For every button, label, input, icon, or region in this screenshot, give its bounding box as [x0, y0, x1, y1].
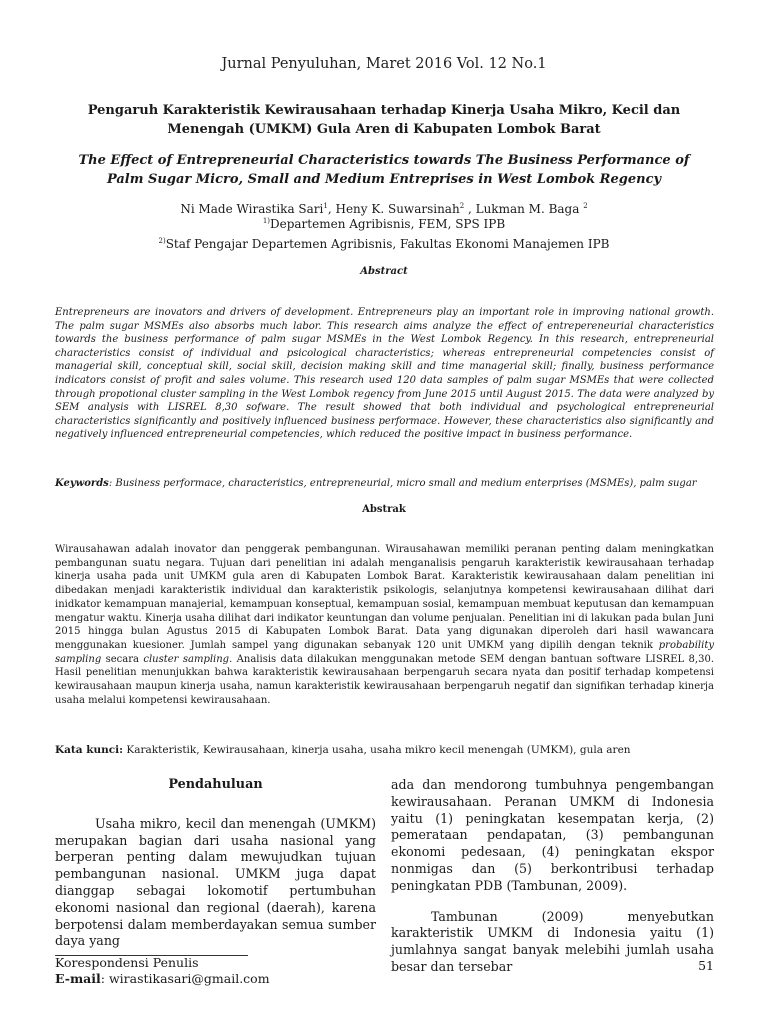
- journal-header: Jurnal Penyuluhan, Maret 2016 Vol. 12 No.1: [221, 56, 547, 72]
- author-superscript: 2: [459, 202, 465, 210]
- kata-kunci-label: Kata kunci:: [55, 744, 124, 756]
- correspondence-label: Korespondensi Penulis: [55, 955, 199, 970]
- author-superscript: 1: [323, 202, 328, 210]
- affiliation-marker: 2): [158, 237, 166, 245]
- abstrak-heading: Abstrak: [362, 504, 406, 515]
- kata-kunci-text: Karakteristik, Kewirausahaan, kinerja usaha, usaha mikro kecil menengah (UMKM), gula aren: [123, 744, 631, 756]
- body-paragraph: Usaha mikro, kecil dan menengah (UMKM) merupakan bagian dari usaha nasional yang berperan penting dalam mewujudkan tujuan pembangunan nasional. UMKM juga dapat dianggap sebagai lokomotif pertumbuhan ekonomi nasional dan regional (daerah), karena berpotensi dalam memberdayakan semua sumber daya yang: [55, 815, 376, 949]
- abstrak-italic: cluster sampling: [143, 653, 230, 665]
- keywords-indonesian: [55, 743, 714, 757]
- abstract-english: Entrepreneurs are inovators and drivers of development. Entrepreneurs play an important role in improving national growth. The palm sugar MSMEs also absorbs much labor. This research aims analyze the effect of entrepereneurial characteristics towards the business performance of palm sugar MSMEs in the West Lombok Regency. In this research, entrepreneurial characteristics consist of individual and psicological characteristics; whereas entrepreneurial competencies consist of managerial skill, conceptual skill, social skill, decision making skill and time managerial skill; finally, business performance indicators consist of profit and sales volume. This research used 120 data samples of palm sugar MSMEs that were collected through propotional cluster sampling in the West Lombok regency from June 2015 until August 2015. The data were analyzed by SEM analysis with LISREL 8,30 sofware. The result showed that both individual and psychological entrepreneurial characteristics significantly and positively influenced business performace. However, these characteristics also significantly and negatively influenced entrepreneurial competencies, which reduced the positive impact in business performance.: [55, 307, 714, 441]
- author-name: Lukman M. Baga: [475, 202, 580, 216]
- body-paragraph: ada dan mendorong tumbuhnya pengembangan kewirausahaan. Peranan UMKM di Indonesia yaitu (1) peningkatan kesempatan kerja, (2) pemerataan pendapatan, (3) pembangunan ekonomi pedesaan, (4) peningkatan ekspor nonmigas dan (5) berkontribusi terhadap peningkatan PDB (Tambunan, 2009).: [391, 777, 714, 893]
- body-paragraph: Tambunan (2009) menyebutkan karakteristik UMKM di Indonesia yaitu (1) jumlahnya sangat banyak melebihi jumlah usaha besar dan tersebar: [391, 908, 714, 974]
- author-superscript: 2: [583, 202, 588, 210]
- author-list: Ni Made Wirastika Sari$^1$, Heny K. Suwarsinah$^2$ , Lukman M. Baga $^2$: [180, 202, 588, 216]
- abstrak-text: . Analisis data dilakukan menggunakan metode SEM dengan bantuan software LISREL 8,30. Hasil penelitian menunjukkan bahwa karakteristik kewirausahaan berpengaruh secara nyata dan positif terhadap kompetensi kewirausahaan maupun kinerja usaha, namun karakteristik kewirausahaan berpengaruh negatif dan signifikan terhadap kinerja usaha melalui kompetensi kewirausahaan.: [55, 653, 715, 706]
- abstract-heading: Abstract: [360, 266, 408, 277]
- body-column-left: [55, 773, 376, 950]
- email-address: : wirastikasari@gmail.com: [100, 971, 270, 986]
- keywords-text: : Business performace, characteristics, entrepreneurial, micro small and medium enterprises (MSMEs), palm sugar: [108, 478, 697, 489]
- affiliation-text: Staf Pengajar Departemen Agribisnis, Fakultas Ekonomi Manajemen IPB: [165, 237, 610, 251]
- body-column-right: [391, 777, 714, 976]
- title-indonesian: Pengaruh Karakteristik Kewirausahaan terhadap Kinerja Usaha Mikro, Kecil dan Menengah (UMKM) Gula Aren di Kabupaten Lombok Barat: [87, 103, 681, 137]
- author-name: Heny K. Suwarsinah: [335, 202, 460, 216]
- correspondence-footnote: [55, 955, 270, 987]
- author-name: Ni Made Wirastika Sari: [180, 202, 324, 216]
- section-heading: Pendahuluan: [168, 777, 263, 792]
- affiliation-text: Departemen Agribisnis, FEM, SPS IPB: [270, 217, 506, 231]
- affiliation-marker: 1): [262, 217, 270, 225]
- email-label: E-mail: [55, 971, 101, 986]
- affiliation-1: [0, 213, 768, 233]
- email-line: [55, 971, 270, 987]
- abstract-indonesian: [55, 543, 714, 707]
- title-english: The Effect of Entrepreneurial Characteristics towards The Business Performance of Palm Sugar Micro, Small and Medium Entreprises in West Lombok Regency: [78, 153, 690, 187]
- abstrak-italic: probability sampling: [55, 639, 714, 665]
- affiliation-2: [0, 233, 768, 253]
- page-number: 51: [698, 958, 714, 973]
- keywords-english: [55, 477, 714, 491]
- abstrak-text: secara: [101, 653, 144, 665]
- keywords-label: Keywords: [55, 478, 109, 489]
- abstrak-text: Wirausahawan adalah inovator dan penggerak pembangunan. Wirausahawan memiliki peranan penting dalam meningkatkan pembangunan suatu negara. Tujuan dari penelitian ini adalah menganalisis pengaruh karakteristik kewirausahaan terhadap kinerja usaha pada unit UMKM gula aren di Kabupaten Lombok Barat. Karakteristik kewirausahaan dalam penelitian ini dibedakan menjadi karakteristik individual dan karakteristik psikologis, selanjutnya kompetensi kewirausahaan dilihat dari inidkator kemampuan manajerial, kemampuan konseptual, kemampuan sosial, kemampuan membuat keputusan dan kemampuan mengatur waktu. Kinerja usaha dilihat dari indikator keuntungan dan volume penjualan. Penelitian ini di lakukan pada bulan Juni 2015 hingga bulan Agustus 2015 di Kabupaten Lombok Barat. Data yang digunakan diperoleh dari hasil wawancara menggunakan kuesioner. Jumlah sampel yang digunakan sebanyak 120 unit UMKM yang dipilih dengan teknik: [55, 544, 714, 651]
